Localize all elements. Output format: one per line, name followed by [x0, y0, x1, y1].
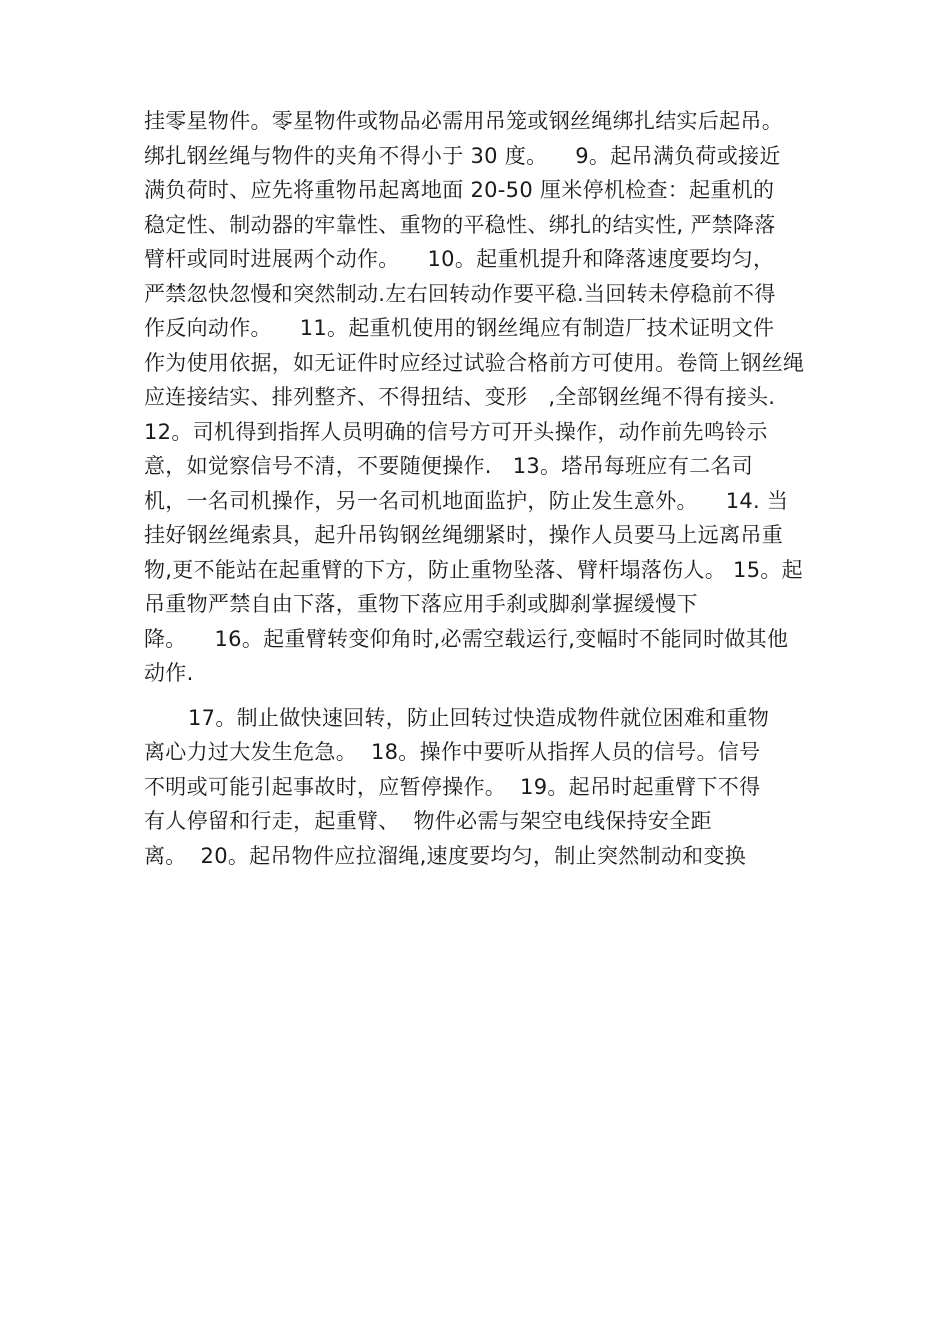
text-line: 机，一名司机操作，另一名司机地面监护，防止发生意外。 14. 当 — [144, 488, 789, 513]
text-line: 不明或可能引起事故时，应暂停操作。 19。起吊时起重臂下不得 — [144, 774, 761, 799]
text-line: 挂零星物件。零星物件或物品必需用吊笼或钢丝绳绑扎结实后起吊。 — [144, 109, 783, 133]
text-line: 降。 16。起重臂转变仰角时,必需空载运行,变幅时不能同时做其他 — [144, 626, 789, 651]
text-line: 满负荷时、应先将重物吊起离地面 20-50 厘米停机检查：起重机的 — [144, 178, 775, 202]
text-line: 稳定性、制动器的牢靠性、重物的平稳性、绑扎的结实性, 严禁降落 — [144, 212, 776, 237]
text-line: 吊重物严禁自由下落，重物下落应用手刹或脚刹掌握缓慢下 — [144, 592, 698, 616]
text-line: 臂杆或同时进展两个动作。 10。起重机提升和降落速度要均匀， — [144, 247, 775, 271]
text-line: 物,更不能站在起重臂的下方，防止重物坠落、臂杆塌落伤人。 15。起 — [144, 557, 803, 582]
text-line: 离。 20。起吊物件应拉溜绳,速度要均匀，制止突然制动和变换 — [144, 843, 747, 868]
text-line: 意，如觉察信号不清，不要随便操作. 13。塔吊每班应有二名司 — [144, 454, 754, 478]
text-line: 严禁忽快忽慢和突然制动.左右回转动作要平稳.当回转未停稳前不得 — [144, 281, 776, 306]
text-line: 作反向动作。 11。起重机使用的钢丝绳应有制造厂技术证明文件 — [144, 316, 775, 340]
text-line: 绑扎钢丝绳与物件的夹角不得小于 30 度。 9。起吊满负荷或接近 — [144, 143, 781, 168]
text-line: 12。司机得到指挥人员明确的信号方可开头操作，动作前先鸣铃示 — [144, 419, 768, 444]
text-line: 离心力过大发生危急。 18。操作中要听从指挥人员的信号。信号 — [144, 740, 761, 764]
paragraph-first-line: 17。制止做快速回转，防止回转过快造成物件就位困难和重物 — [188, 705, 770, 730]
text-line: 挂好钢丝绳索具，起升吊钩钢丝绳绷紧时，操作人员要马上远离吊重 — [144, 523, 783, 547]
text-line: 应连接结实、排列整齐、不得扭结、变形 ,全部钢丝绳不得有接头. — [144, 385, 776, 409]
text-line: 有人停留和行走，起重臂、 物件必需与架空电线保持安全距 — [144, 809, 712, 833]
text-line: 动作. — [144, 661, 194, 685]
document-body — [144, 104, 824, 873]
text-line: 作为使用依据，如无证件时应经过试验合格前方可使用。卷筒上钢丝绳 — [144, 350, 805, 375]
